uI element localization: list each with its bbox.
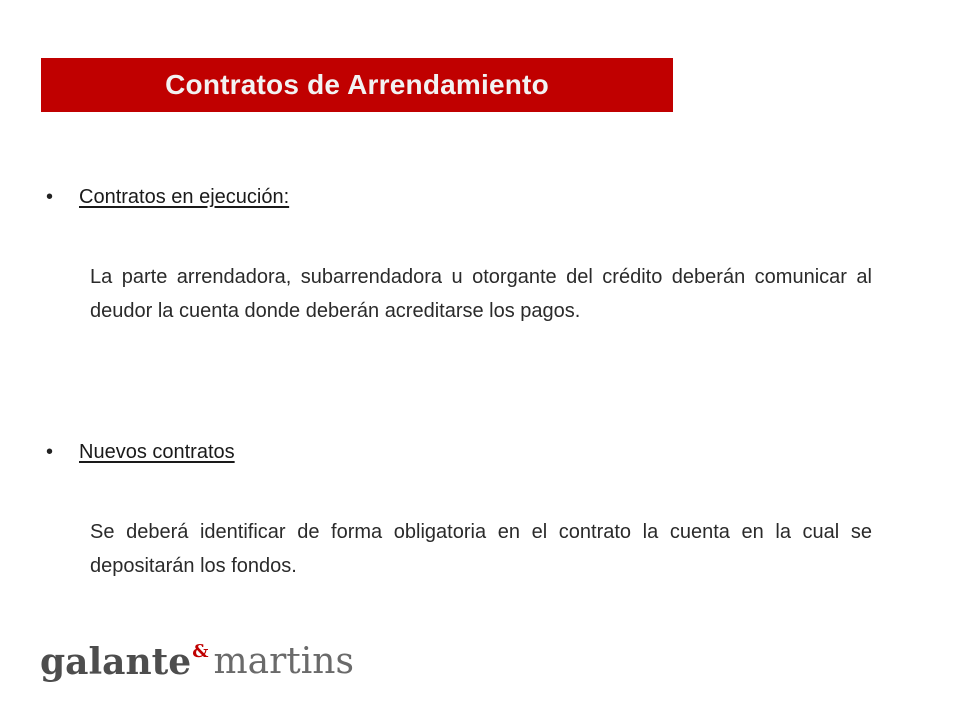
bullet-body-text: Se deberá identificar de forma obligatoria en el contrato la cuenta en la cual se depositarán los fondos. [90,521,872,577]
company-logo [40,640,354,690]
logo-ampersand: & [192,641,209,662]
bullet-heading: Nuevos contratos [79,441,235,463]
bullet-body-text: La parte arrendadora, subarrendadora u otorgante del crédito deberán comunicar al deudor la cuenta donde deberán acreditarse los pagos. [90,266,872,322]
bullet-item-nuevos-contratos [46,441,235,464]
slide-title-bar [41,58,673,112]
logo-word-martins: martins [213,641,354,682]
bullet-dot-icon: • [46,186,54,208]
slide-title: Contratos de Arrendamiento [165,69,549,100]
bullet-item-contratos-en-ejecucion [46,186,289,209]
bullet-dot-icon: • [46,441,54,463]
bullet-heading: Contratos en ejecución: [79,186,290,208]
logo-word-galante: galante [40,641,192,683]
